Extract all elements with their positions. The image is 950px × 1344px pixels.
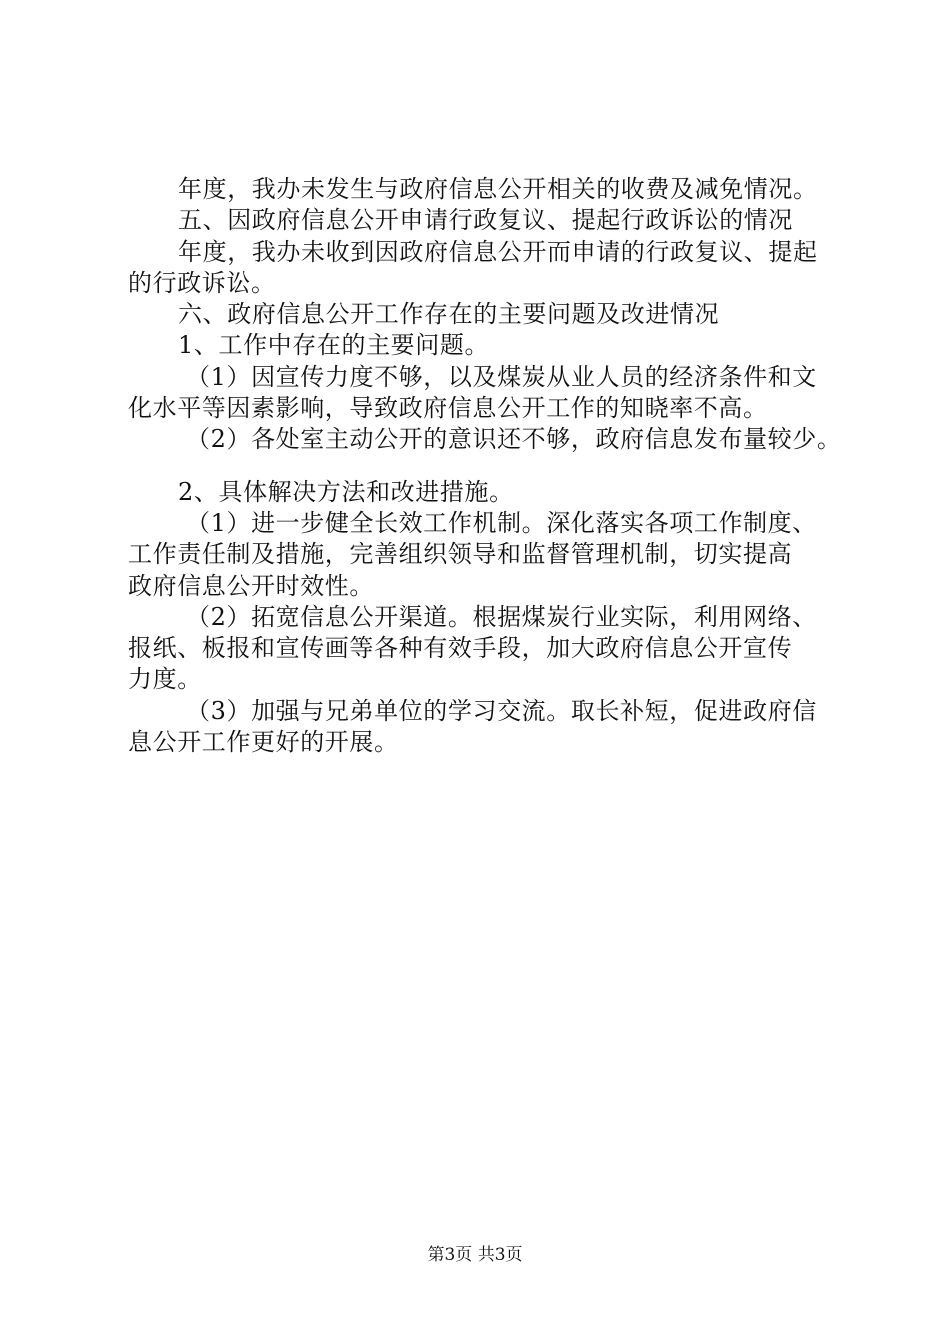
paragraph-line: （1）进一步健全长效工作机制。深化落实各项工作制度、: [186, 508, 817, 537]
paragraph-gap: [128, 456, 840, 477]
page-footer: [0, 1244, 950, 1266]
paragraph-line: 政府信息公开时效性。: [128, 571, 374, 600]
paragraph-line: 息公开工作更好的开展。: [128, 728, 399, 757]
paragraph-line: （2）拓宽信息公开渠道。根据煤炭行业实际，利用网络、: [186, 602, 817, 631]
page-number: 第3页 共3页: [427, 1245, 523, 1265]
paragraph-line: 报纸、板报和宣传画等各种有效手段，加大政府信息公开宣传: [128, 634, 793, 663]
paragraph-line: （3）加强与兄弟单位的学习交流。取长补短，促进政府信: [186, 696, 817, 725]
paragraph-line: （1）因宣传力度不够，以及煤炭从业人员的经济条件和文: [186, 362, 817, 391]
paragraph-line: 力度。: [128, 665, 202, 694]
paragraph-line: 化水平等因素影响，导致政府信息公开工作的知晓率不高。: [128, 394, 768, 423]
paragraph-line: 工作责任制及措施，完善组织领导和监督管理机制，切实提高: [128, 540, 793, 569]
section-heading: 六、政府信息公开工作存在的主要问题及改进情况: [178, 300, 720, 329]
paragraph-line: 的行政诉讼。: [128, 268, 276, 297]
document-body: [128, 174, 840, 758]
paragraph-line: 年度，我办未收到因政府信息公开而申请的行政复议、提起: [178, 237, 818, 266]
subsection-heading: 1、工作中存在的主要问题。: [178, 331, 490, 360]
paragraph-line: （2）各处室主动公开的意识还不够，政府信息发布量较少。: [186, 425, 842, 454]
paragraph-line: 年度，我办未发生与政府信息公开相关的收费及减免情况。: [178, 175, 818, 203]
section-heading: 五、因政府信息公开申请行政复议、提起行政诉讼的情况: [178, 206, 793, 235]
subsection-heading: 2、具体解决方法和改进措施。: [178, 477, 514, 506]
